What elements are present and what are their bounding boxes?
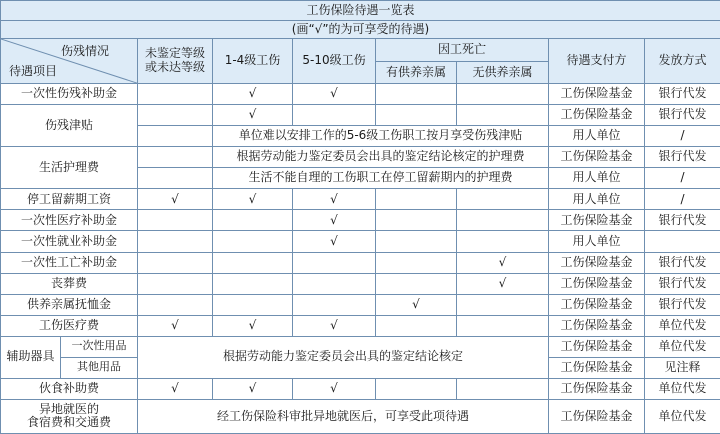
table-row bbox=[1, 336, 720, 357]
item-label: 辅助器具 bbox=[1, 336, 61, 378]
check-mark: √ bbox=[293, 189, 376, 210]
item-label: 生活护理费 bbox=[1, 147, 138, 189]
check-mark: √ bbox=[376, 294, 457, 315]
check-mark: √ bbox=[293, 231, 376, 252]
item-label: 丧葬费 bbox=[1, 273, 138, 294]
payer-cell: 用人单位 bbox=[549, 168, 645, 189]
check-mark: √ bbox=[293, 315, 376, 336]
sub-item-label: 一次性用品 bbox=[61, 336, 138, 357]
method-cell: 银行代发 bbox=[645, 273, 720, 294]
payer-cell: 工伤保险基金 bbox=[549, 294, 645, 315]
item-label: 一次性伤残补助金 bbox=[1, 84, 138, 105]
item-label: 供养亲属抚恤金 bbox=[1, 294, 138, 315]
note-cell: 单位难以安排工作的5-6级工伤职工按月享受伤残津贴 bbox=[213, 126, 549, 147]
table-row bbox=[1, 252, 720, 273]
table-row bbox=[1, 315, 720, 336]
method-cell: / bbox=[645, 168, 720, 189]
check-mark: √ bbox=[213, 315, 293, 336]
item-label: 伤残津贴 bbox=[1, 105, 138, 147]
check-mark: √ bbox=[138, 378, 213, 399]
note-cell: 经工伤保险科审批异地就医后，可享受此项待遇 bbox=[138, 399, 549, 433]
payer-cell: 工伤保险基金 bbox=[549, 336, 645, 357]
item-label: 工伤医疗费 bbox=[1, 315, 138, 336]
method-cell: 银行代发 bbox=[645, 105, 720, 126]
payer-cell: 工伤保险基金 bbox=[549, 84, 645, 105]
header-payer: 待遇支付方 bbox=[549, 39, 645, 84]
header-work-death: 因工死亡 bbox=[376, 39, 549, 62]
check-mark: √ bbox=[457, 252, 549, 273]
payer-cell: 工伤保险基金 bbox=[549, 357, 645, 378]
note-cell: 根据劳动能力鉴定委员会出具的鉴定结论核定的护理费 bbox=[213, 147, 549, 168]
payer-cell: 工伤保险基金 bbox=[549, 378, 645, 399]
check-mark: √ bbox=[457, 273, 549, 294]
check-mark: √ bbox=[293, 378, 376, 399]
diagonal-header bbox=[1, 39, 138, 84]
header-no-dependents: 无供养亲属 bbox=[457, 62, 549, 84]
method-cell: 银行代发 bbox=[645, 147, 720, 168]
method-cell: 银行代发 bbox=[645, 210, 720, 231]
payer-cell: 工伤保险基金 bbox=[549, 315, 645, 336]
method-cell: 单位代发 bbox=[645, 378, 720, 399]
method-cell: / bbox=[645, 126, 720, 147]
table-row bbox=[1, 231, 720, 252]
check-mark: √ bbox=[138, 189, 213, 210]
check-mark: √ bbox=[213, 84, 293, 105]
table-row bbox=[1, 189, 720, 210]
table-title: 工伤保险待遇一览表 bbox=[1, 1, 720, 21]
check-mark: √ bbox=[138, 315, 213, 336]
check-mark: √ bbox=[293, 210, 376, 231]
payer-cell: 用人单位 bbox=[549, 189, 645, 210]
check-mark: √ bbox=[213, 378, 293, 399]
method-cell: 单位代发 bbox=[645, 315, 720, 336]
header-grade-5-10: 5-10级工伤 bbox=[293, 39, 376, 84]
payer-cell: 工伤保险基金 bbox=[549, 147, 645, 168]
payer-cell: 工伤保险基金 bbox=[549, 105, 645, 126]
sub-item-label: 其他用品 bbox=[61, 357, 138, 378]
method-cell: 单位代发 bbox=[645, 336, 720, 357]
item-label: 一次性工亡补助金 bbox=[1, 252, 138, 273]
payer-cell: 工伤保险基金 bbox=[549, 273, 645, 294]
method-cell: 银行代发 bbox=[645, 294, 720, 315]
table-row bbox=[1, 210, 720, 231]
method-cell: / bbox=[645, 189, 720, 210]
payer-cell: 用人单位 bbox=[549, 231, 645, 252]
header-with-dependents: 有供养亲属 bbox=[376, 62, 457, 84]
note-cell: 根据劳动能力鉴定委员会出具的鉴定结论核定 bbox=[138, 336, 549, 378]
item-label: 一次性就业补助金 bbox=[1, 231, 138, 252]
header-unrated: 未鉴定等级 或未达等级 bbox=[138, 39, 213, 84]
payer-cell: 工伤保险基金 bbox=[549, 210, 645, 231]
note-cell: 生活不能自理的工伤职工在停工留薪期内的护理费 bbox=[213, 168, 549, 189]
header-method: 发放方式 bbox=[645, 39, 720, 84]
method-cell: 单位代发 bbox=[645, 399, 720, 433]
check-mark: √ bbox=[293, 84, 376, 105]
header-benefit-item: 待遇项目 bbox=[9, 64, 58, 79]
table-row bbox=[1, 105, 720, 126]
table-row bbox=[1, 273, 720, 294]
header-grade-1-4: 1-4级工伤 bbox=[213, 39, 293, 84]
table-row bbox=[1, 294, 720, 315]
method-cell: 银行代发 bbox=[645, 252, 720, 273]
table-row bbox=[1, 84, 720, 105]
item-label: 异地就医的 食宿费和交通费 bbox=[1, 399, 138, 433]
table-row bbox=[1, 147, 720, 168]
payer-cell: 工伤保险基金 bbox=[549, 252, 645, 273]
payer-cell: 用人单位 bbox=[549, 126, 645, 147]
item-label: 一次性医疗补助金 bbox=[1, 210, 138, 231]
method-cell: 银行代发 bbox=[645, 84, 720, 105]
table-row bbox=[1, 378, 720, 399]
method-cell: 见注释 bbox=[645, 357, 720, 378]
table-row bbox=[1, 399, 720, 433]
payer-cell: 工伤保险基金 bbox=[549, 399, 645, 433]
check-mark: √ bbox=[213, 189, 293, 210]
item-label: 伙食补助费 bbox=[1, 378, 138, 399]
header-injury-status: 伤残情况 bbox=[60, 44, 109, 59]
item-label: 停工留薪期工资 bbox=[1, 189, 138, 210]
table-subtitle: (画“√”的为可享受的待遇) bbox=[1, 21, 720, 39]
check-mark: √ bbox=[213, 105, 293, 126]
